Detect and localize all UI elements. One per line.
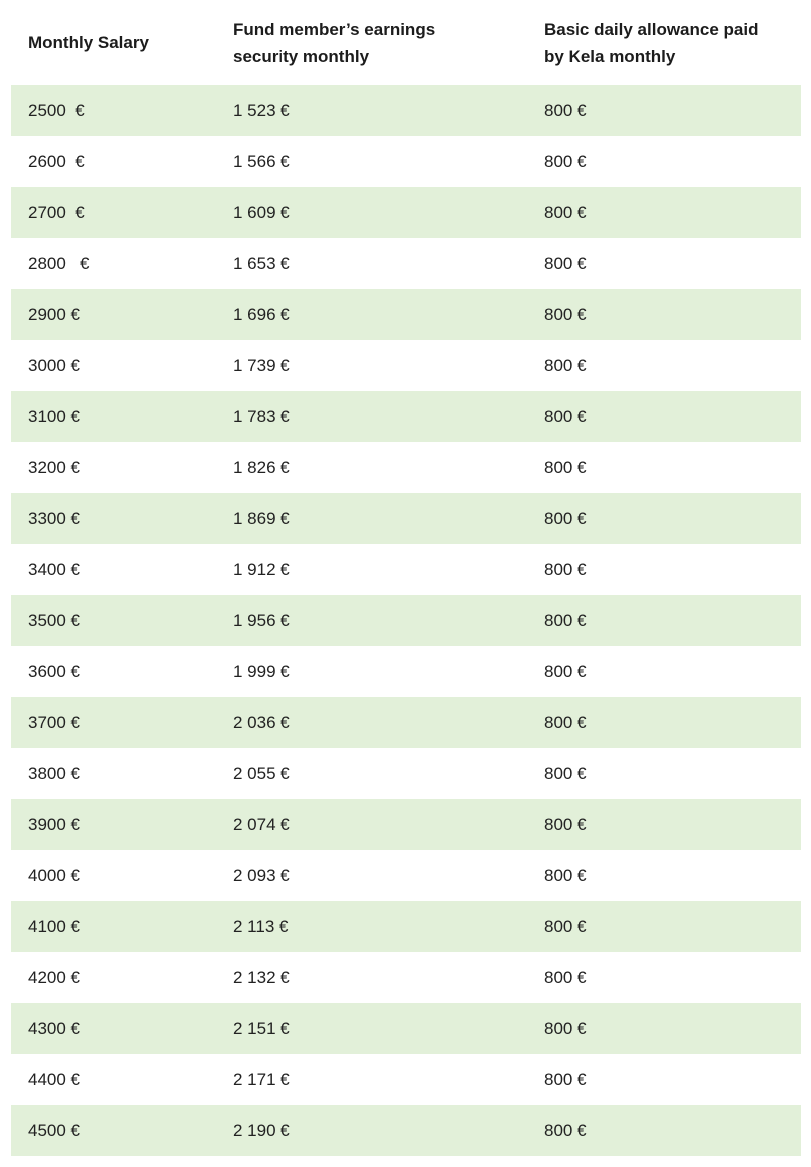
earnings-security-cell: 2 171 € <box>216 1054 527 1105</box>
monthly-salary-cell: 4400 € <box>11 1054 216 1105</box>
table-row <box>11 697 801 748</box>
monthly-salary-cell: 3900 € <box>11 799 216 850</box>
monthly-salary-cell: 3700 € <box>11 697 216 748</box>
table-row <box>11 646 801 697</box>
header-basic-daily-allowance-label: Basic daily allowance paid by Kela monthly <box>544 19 759 66</box>
monthly-salary-cell: 3000 € <box>11 340 216 391</box>
basic-allowance-cell: 800 € <box>527 187 801 238</box>
table-row <box>11 187 801 238</box>
table-row <box>11 442 801 493</box>
earnings-security-cell: 2 151 € <box>216 1003 527 1054</box>
earnings-security-cell: 1 739 € <box>216 340 527 391</box>
table-row <box>11 1054 801 1105</box>
basic-allowance-cell: 800 € <box>527 340 801 391</box>
earnings-security-cell: 2 093 € <box>216 850 527 901</box>
header-basic-daily-allowance <box>527 0 801 85</box>
header-monthly-salary-label: Monthly Salary <box>28 33 149 52</box>
monthly-salary-cell: 3500 € <box>11 595 216 646</box>
basic-allowance-cell: 800 € <box>527 748 801 799</box>
basic-allowance-cell: 800 € <box>527 799 801 850</box>
monthly-salary-cell: 3100 € <box>11 391 216 442</box>
earnings-security-cell: 2 132 € <box>216 952 527 1003</box>
earnings-security-cell: 2 074 € <box>216 799 527 850</box>
basic-allowance-cell: 800 € <box>527 646 801 697</box>
header-earnings-security-label: Fund member’s earnings security monthly <box>233 19 436 66</box>
basic-allowance-cell: 800 € <box>527 952 801 1003</box>
basic-allowance-cell: 800 € <box>527 850 801 901</box>
monthly-salary-cell: 2800 € <box>11 238 216 289</box>
monthly-salary-cell: 3600 € <box>11 646 216 697</box>
basic-allowance-cell: 800 € <box>527 901 801 952</box>
monthly-salary-cell: 3200 € <box>11 442 216 493</box>
table-header <box>11 0 801 85</box>
table-row <box>11 340 801 391</box>
table-row <box>11 748 801 799</box>
table-row <box>11 493 801 544</box>
table-row <box>11 799 801 850</box>
monthly-salary-cell: 2500 € <box>11 85 216 136</box>
table-row <box>11 1105 801 1156</box>
basic-allowance-cell: 800 € <box>527 493 801 544</box>
table-row <box>11 391 801 442</box>
earnings-security-cell: 1 696 € <box>216 289 527 340</box>
basic-allowance-cell: 800 € <box>527 595 801 646</box>
basic-allowance-cell: 800 € <box>527 85 801 136</box>
earnings-security-cell: 2 113 € <box>216 901 527 952</box>
basic-allowance-cell: 800 € <box>527 1003 801 1054</box>
earnings-security-cell: 2 055 € <box>216 748 527 799</box>
header-row <box>11 0 801 85</box>
monthly-salary-cell: 2600 € <box>11 136 216 187</box>
earnings-security-cell: 1 999 € <box>216 646 527 697</box>
monthly-salary-cell: 4500 € <box>11 1105 216 1156</box>
monthly-salary-cell: 2700 € <box>11 187 216 238</box>
table-row <box>11 238 801 289</box>
monthly-salary-cell: 4200 € <box>11 952 216 1003</box>
header-earnings-security <box>216 0 527 85</box>
earnings-security-cell: 1 956 € <box>216 595 527 646</box>
table-row <box>11 136 801 187</box>
allowance-table <box>11 0 801 1156</box>
monthly-salary-cell: 3300 € <box>11 493 216 544</box>
earnings-security-cell: 1 566 € <box>216 136 527 187</box>
monthly-salary-cell: 4100 € <box>11 901 216 952</box>
monthly-salary-cell: 4000 € <box>11 850 216 901</box>
table-row <box>11 289 801 340</box>
basic-allowance-cell: 800 € <box>527 442 801 493</box>
table-row <box>11 595 801 646</box>
earnings-security-cell: 2 190 € <box>216 1105 527 1156</box>
earnings-security-cell: 1 912 € <box>216 544 527 595</box>
basic-allowance-cell: 800 € <box>527 544 801 595</box>
table-row <box>11 952 801 1003</box>
basic-allowance-cell: 800 € <box>527 1105 801 1156</box>
monthly-salary-cell: 3400 € <box>11 544 216 595</box>
basic-allowance-cell: 800 € <box>527 136 801 187</box>
earnings-security-cell: 1 826 € <box>216 442 527 493</box>
table-row <box>11 85 801 136</box>
monthly-salary-cell: 3800 € <box>11 748 216 799</box>
earnings-security-cell: 1 653 € <box>216 238 527 289</box>
basic-allowance-cell: 800 € <box>527 289 801 340</box>
basic-allowance-cell: 800 € <box>527 1054 801 1105</box>
basic-allowance-cell: 800 € <box>527 238 801 289</box>
table-row <box>11 850 801 901</box>
earnings-security-cell: 1 783 € <box>216 391 527 442</box>
basic-allowance-cell: 800 € <box>527 391 801 442</box>
table-row <box>11 901 801 952</box>
table-row <box>11 544 801 595</box>
earnings-security-cell: 1 869 € <box>216 493 527 544</box>
basic-allowance-cell: 800 € <box>527 697 801 748</box>
monthly-salary-cell: 4300 € <box>11 1003 216 1054</box>
table-body <box>11 85 801 1156</box>
earnings-security-cell: 2 036 € <box>216 697 527 748</box>
monthly-salary-cell: 2900 € <box>11 289 216 340</box>
earnings-security-cell: 1 609 € <box>216 187 527 238</box>
table-row <box>11 1003 801 1054</box>
header-monthly-salary <box>11 0 216 85</box>
earnings-security-cell: 1 523 € <box>216 85 527 136</box>
